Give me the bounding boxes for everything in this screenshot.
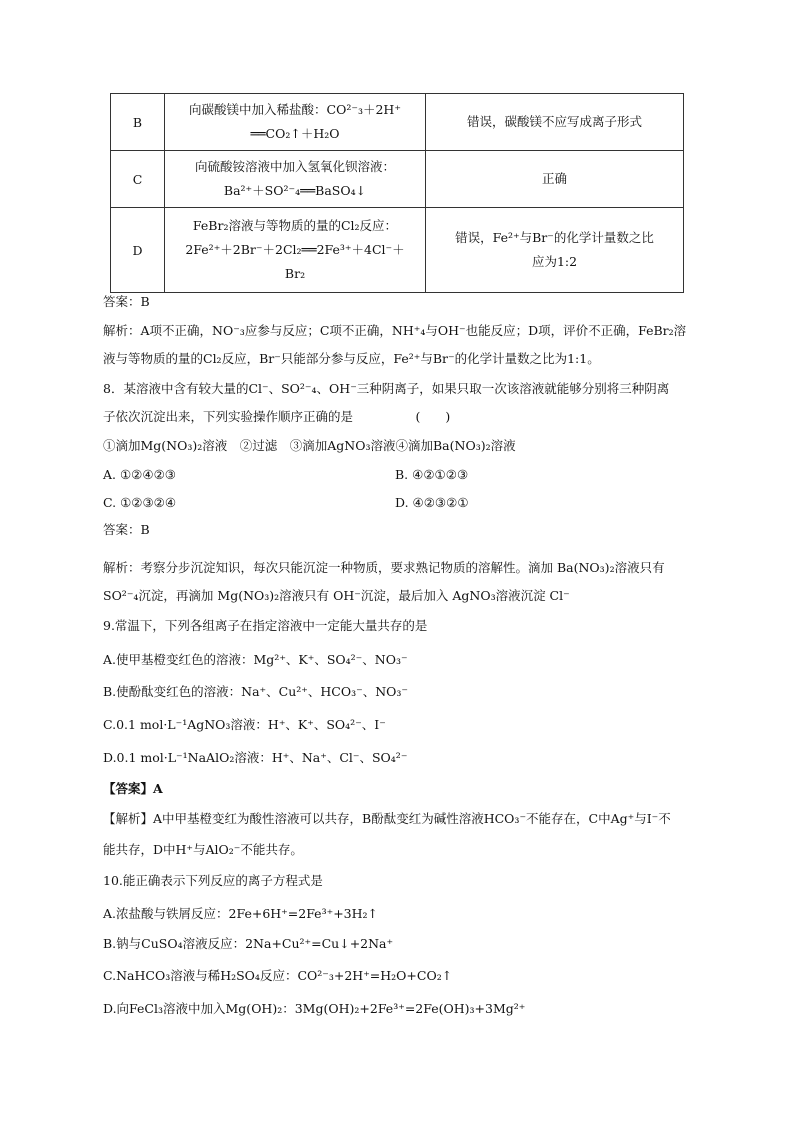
equation-cell: 向碳酸镁中加入稀盐酸：CO²⁻₃＋2H⁺ ══CO₂↑＋H₂O [165,94,426,151]
table-row [111,94,684,151]
evaluation-table [110,93,684,293]
q9-option-b: B.使酚酞变红色的溶液：Na⁺、Cu²⁺、HCO₃⁻、NO₃⁻ [103,684,408,699]
q8-analysis-line-2: SO²⁻₄沉淀，再滴加 Mg(NO₃)₂溶液只有 OH⁻沉淀，最后加入 AgNO₃溶液沉淀 Cl⁻ [103,588,570,603]
q8-option-d: D. ④②③②① [395,495,469,510]
table-row [111,151,684,208]
q10-option-a: A.浓盐酸与铁屑反应：2Fe+6H⁺=2Fe³⁺+3H₂↑ [103,906,379,921]
q9-analysis-line-2: 能共存，D中H⁺与AlO₂⁻不能共存。 [103,842,303,857]
q9-stem: 9.常温下，下列各组离子在指定溶液中一定能大量共存的是 [103,618,428,633]
table-row [111,208,684,293]
equation-cell: 向硫酸铵溶液中加入氢氧化钡溶液： Ba²⁺＋SO²⁻₄══BaSO₄↓ [165,151,426,208]
evaluation-cell: 错误，Fe²⁺与Br⁻的化学计量数之比 应为1:2 [426,208,684,293]
q10-option-b: B.钠与CuSO₄溶液反应：2Na+Cu²⁺=Cu↓+2Na⁺ [103,936,394,951]
q9-option-d: D.0.1 mol·L⁻¹NaAlO₂溶液：H⁺、Na⁺、Cl⁻、SO₄²⁻ [103,750,408,765]
q8-stem-line-1: 8．某溶液中含有较大量的Cl⁻、SO²⁻₄、OH⁻三种阴离子，如果只取一次该溶液就能够分别将三种阴离 [103,381,670,396]
q9-option-a: A.使甲基橙变红色的溶液：Mg²⁺、K⁺、SO₄²⁻、NO₃⁻ [103,652,408,667]
q8-option-a: A. ①②④②③ [103,467,177,482]
q10-option-d: D.向FeCl₃溶液中加入Mg(OH)₂：3Mg(OH)₂+2Fe³⁺=2Fe(OH)₃+3Mg²⁺ [103,1001,526,1016]
evaluation-cell: 错误，碳酸镁不应写成离子形式 [426,94,684,151]
q9-analysis-line-1: 【解析】A中甲基橙变红为酸性溶液可以共存，B酚酞变红为碱性溶液HCO₃⁻不能存在，C中Ag⁺与I⁻不 [103,811,671,826]
q8-analysis-line-1: 解析：考察分步沉淀知识，每次只能沉淀一种物质，要求熟记物质的溶解性。滴加 Ba(NO₃)₂溶液只有 [103,560,665,575]
evaluation-cell: 正确 [426,151,684,208]
q10-stem: 10.能正确表示下列反应的离子方程式是 [103,873,323,888]
q8-option-b: B. ④②①②③ [395,467,469,482]
q9-answer: 【答案】A [103,781,163,796]
equation-cell: FeBr₂溶液与等物质的量的Cl₂反应： 2Fe²⁺＋2Br⁻＋2Cl₂══2Fe³⁺＋4Cl⁻＋ Br₂ [165,208,426,293]
row-key: D [111,208,165,293]
q7-answer: 答案：B [103,294,150,309]
row-key: B [111,94,165,151]
q7-analysis-line-2: 液与等物质的量的Cl₂反应，Br⁻只能部分参与反应，Fe²⁺与Br⁻的化学计量数之比为1:1。 [103,351,600,366]
q8-stem-line-2: 子依次沉淀出来，下列实验操作顺序正确的是 ( ) [103,409,451,424]
q9-option-c: C.0.1 mol·L⁻¹AgNO₃溶液：H⁺、K⁺、SO₄²⁻、I⁻ [103,717,386,732]
q7-analysis-line-1: 解析：A项不正确，NO⁻₃应参与反应；C项不正确，NH⁺₄与OH⁻也能反应；D项，评价不正确，FeBr₂溶 [103,323,687,338]
q8-operations: ①滴加Mg(NO₃)₂溶液 ②过滤 ③滴加AgNO₃溶液④滴加Ba(NO₃)₂溶液 [103,438,516,453]
q10-option-c: C.NaHCO₃溶液与稀H₂SO₄反应：CO²⁻₃+2H⁺=H₂O+CO₂↑ [103,968,453,983]
row-key: C [111,151,165,208]
q8-option-c: C. ①②③②④ [103,495,177,510]
q8-answer: 答案：B [103,522,150,537]
